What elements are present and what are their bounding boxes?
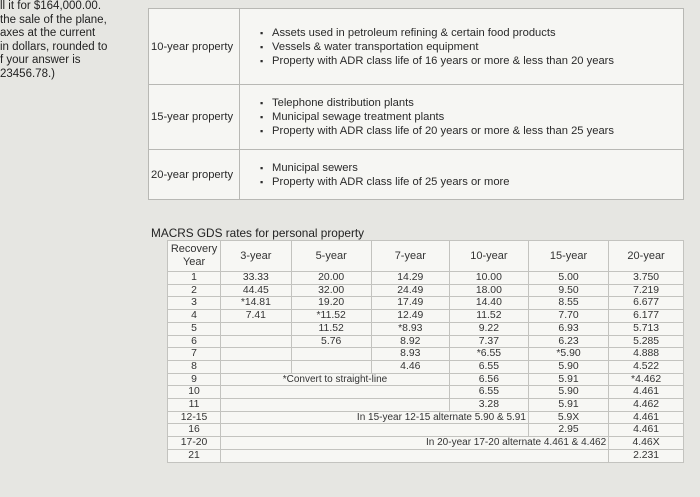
rate-20-year: 4.522 bbox=[609, 360, 684, 373]
rate-20-year: 5.285 bbox=[609, 335, 684, 348]
macrs-rate-table bbox=[167, 240, 684, 463]
property-item: ▪ Vessels & water transportation equipment bbox=[260, 40, 683, 54]
table-row bbox=[168, 322, 684, 335]
rate-15-year: 9.50 bbox=[528, 284, 608, 297]
rate-15-year: 5.90 bbox=[528, 360, 608, 373]
property-item: ▪ Property with ADR class life of 16 years or more & less than 20 years bbox=[260, 54, 683, 68]
rate-10-year: 7.37 bbox=[449, 335, 528, 348]
table-row bbox=[168, 284, 684, 297]
rate-3-year bbox=[221, 360, 291, 373]
rate-5-year bbox=[291, 360, 371, 373]
rate-15-year: 8.55 bbox=[528, 297, 608, 310]
year-cell: 1 bbox=[168, 272, 221, 285]
year-cell: 2 bbox=[168, 284, 221, 297]
rate-15-year: 5.91 bbox=[528, 373, 608, 386]
rate-7-year: 24.49 bbox=[371, 284, 449, 297]
rate-5-year: 5.76 bbox=[291, 335, 371, 348]
year-cell: 12-15 bbox=[168, 411, 221, 424]
table-row bbox=[168, 424, 684, 437]
table-row bbox=[168, 310, 684, 323]
rate-10-year: 6.55 bbox=[449, 360, 528, 373]
year-cell: 6 bbox=[168, 335, 221, 348]
rate-10-year: 14.40 bbox=[449, 297, 528, 310]
rate-20-year: 7.219 bbox=[609, 284, 684, 297]
property-class-description bbox=[240, 150, 684, 200]
property-item: ▪ Property with ADR class life of 20 years or more & less than 25 years bbox=[260, 124, 683, 138]
rate-15-year: 5.9X bbox=[528, 411, 608, 424]
rate-7-year: 4.46 bbox=[371, 360, 449, 373]
rate-20-year: 4.46X bbox=[609, 437, 684, 450]
property-item: ▪ Property with ADR class life of 25 years or more bbox=[260, 175, 683, 189]
macrs-table-title: MACRS GDS rates for personal property bbox=[151, 226, 365, 240]
question-line: ll it for $164,000.00. bbox=[0, 0, 102, 12]
rate-7-year: *8.93 bbox=[371, 322, 449, 335]
rate-7-year: 17.49 bbox=[371, 297, 449, 310]
table-row bbox=[168, 272, 684, 285]
year-cell: 11 bbox=[168, 399, 221, 412]
rate-7-year: 8.92 bbox=[371, 335, 449, 348]
empty-cell bbox=[221, 399, 450, 412]
year-cell: 17-20 bbox=[168, 437, 221, 450]
property-class-name: 15-year property bbox=[149, 85, 240, 150]
rate-10-year: 18.00 bbox=[449, 284, 528, 297]
property-class-name: 10-year property bbox=[149, 9, 240, 85]
property-class-name: 20-year property bbox=[149, 150, 240, 200]
empty-cell bbox=[221, 424, 529, 437]
question-line: axes at the current bbox=[0, 27, 96, 39]
year-cell: 21 bbox=[168, 449, 221, 462]
rate-20-year: 6.177 bbox=[609, 310, 684, 323]
rate-3-year bbox=[221, 348, 291, 361]
rate-10-year: 6.55 bbox=[449, 386, 528, 399]
rate-3-year: 7.41 bbox=[221, 310, 291, 323]
rate-15-year: 2.95 bbox=[528, 424, 608, 437]
year-cell: 3 bbox=[168, 297, 221, 310]
rate-15-year: 6.93 bbox=[528, 322, 608, 335]
year-cell: 4 bbox=[168, 310, 221, 323]
rate-5-year: 20.00 bbox=[291, 272, 371, 285]
rate-7-year: 8.93 bbox=[371, 348, 449, 361]
rate-10-year: 11.52 bbox=[449, 310, 528, 323]
rate-15-year: *5.90 bbox=[528, 348, 608, 361]
property-class-row bbox=[149, 85, 684, 150]
rate-3-year: 33.33 bbox=[221, 272, 291, 285]
rate-10-year: 10.00 bbox=[449, 272, 528, 285]
rate-3-year bbox=[221, 335, 291, 348]
rate-5-year bbox=[291, 348, 371, 361]
year-cell: 5 bbox=[168, 322, 221, 335]
macrs-header-row bbox=[168, 241, 684, 272]
twenty-year-alternate-note: In 20-year 17-20 alternate 4.461 & 4.462 bbox=[221, 437, 609, 450]
rate-5-year: *11.52 bbox=[291, 310, 371, 323]
table-row bbox=[168, 373, 684, 386]
rate-20-year: 6.677 bbox=[609, 297, 684, 310]
rate-3-year: *14.81 bbox=[221, 297, 291, 310]
property-class-table bbox=[148, 8, 684, 200]
rate-5-year: 11.52 bbox=[291, 322, 371, 335]
table-row bbox=[168, 386, 684, 399]
rate-7-year: 12.49 bbox=[371, 310, 449, 323]
question-text-fragment bbox=[0, 0, 142, 81]
rate-15-year: 5.90 bbox=[528, 386, 608, 399]
rate-20-year: *4.462 bbox=[609, 373, 684, 386]
rate-10-year: *6.55 bbox=[449, 348, 528, 361]
property-item: ▪ Municipal sewers bbox=[260, 161, 683, 175]
rate-20-year: 5.713 bbox=[609, 322, 684, 335]
header-recovery-year: Recovery Year bbox=[168, 241, 221, 272]
fifteen-year-alternate-note: In 15-year 12-15 alternate 5.90 & 5.91 bbox=[221, 411, 529, 424]
year-cell: 7 bbox=[168, 348, 221, 361]
question-line: 23456.78.) bbox=[0, 67, 55, 80]
property-class-description bbox=[240, 9, 684, 85]
table-row bbox=[168, 411, 684, 424]
header-7-year: 7-year bbox=[371, 241, 449, 272]
header-3-year: 3-year bbox=[221, 241, 291, 272]
rate-5-year: 32.00 bbox=[291, 284, 371, 297]
rate-20-year: 4.461 bbox=[609, 424, 684, 437]
header-10-year: 10-year bbox=[449, 241, 528, 272]
rate-20-year: 3.750 bbox=[609, 272, 684, 285]
table-row bbox=[168, 399, 684, 412]
rate-15-year: 6.23 bbox=[528, 335, 608, 348]
question-line: the sale of the plane, bbox=[0, 13, 107, 26]
table-row bbox=[168, 437, 684, 450]
property-item: ▪ Telephone distribution plants bbox=[260, 96, 683, 110]
question-line: f your answer is bbox=[0, 54, 81, 66]
rate-15-year: 7.70 bbox=[528, 310, 608, 323]
table-row bbox=[168, 348, 684, 361]
rate-10-year: 9.22 bbox=[449, 322, 528, 335]
empty-cell bbox=[221, 449, 609, 462]
straight-line-note: *Convert to straight-line bbox=[221, 373, 450, 386]
header-15-year: 15-year bbox=[528, 241, 608, 272]
rate-20-year: 4.462 bbox=[609, 399, 684, 412]
rate-10-year: 3.28 bbox=[449, 399, 528, 412]
property-item: ▪ Assets used in petroleum refining & certain food products bbox=[260, 26, 683, 40]
property-class-description bbox=[240, 85, 684, 150]
property-class-row bbox=[149, 150, 684, 200]
rate-5-year: 19.20 bbox=[291, 297, 371, 310]
property-item: ▪ Municipal sewage treatment plants bbox=[260, 110, 683, 124]
rate-7-year: 14.29 bbox=[371, 272, 449, 285]
rate-15-year: 5.91 bbox=[528, 399, 608, 412]
rate-3-year: 44.45 bbox=[221, 284, 291, 297]
year-cell: 10 bbox=[168, 386, 221, 399]
rate-20-year: 4.461 bbox=[609, 411, 684, 424]
table-row bbox=[168, 297, 684, 310]
rate-3-year bbox=[221, 322, 291, 335]
header-20-year: 20-year bbox=[609, 241, 684, 272]
rate-15-year: 5.00 bbox=[528, 272, 608, 285]
question-line: in dollars, rounded to bbox=[0, 40, 108, 53]
table-row bbox=[168, 449, 684, 462]
empty-cell bbox=[221, 386, 450, 399]
property-class-row bbox=[149, 9, 684, 85]
year-cell: 8 bbox=[168, 360, 221, 373]
rate-10-year: 6.56 bbox=[449, 373, 528, 386]
rate-20-year: 2.231 bbox=[609, 449, 684, 462]
table-row bbox=[168, 360, 684, 373]
header-5-year: 5-year bbox=[291, 241, 371, 272]
table-row bbox=[168, 335, 684, 348]
rate-20-year: 4.461 bbox=[609, 386, 684, 399]
year-cell: 9 bbox=[168, 373, 221, 386]
year-cell: 16 bbox=[168, 424, 221, 437]
rate-20-year: 4.888 bbox=[609, 348, 684, 361]
